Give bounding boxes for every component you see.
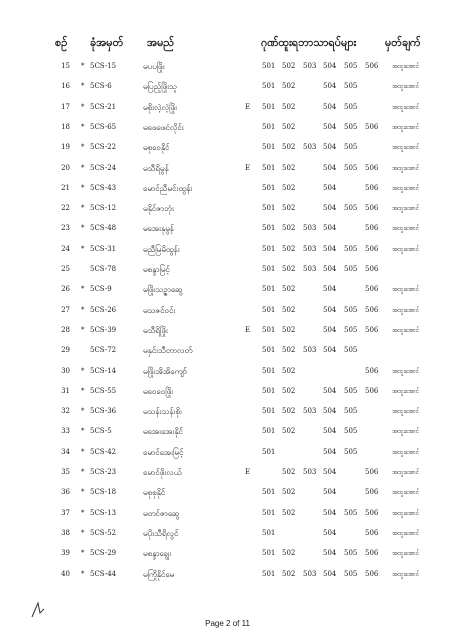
star-marker: * — [81, 224, 85, 233]
e-marker: E — [245, 325, 251, 334]
subject-code: 502 — [282, 468, 296, 476]
subject-code: 501 — [262, 224, 276, 233]
student-name: မစန္ဒာချွေး — [143, 549, 172, 559]
subject-code: 501 — [262, 447, 276, 456]
remark: အထူးအောင် — [392, 184, 420, 192]
subject-code: 501 — [262, 82, 276, 91]
subject-code: 504 — [323, 183, 337, 192]
student-name: မဝေဝေဖြိုး — [143, 386, 174, 396]
subject-code: 504 — [323, 224, 337, 233]
subject-code: 502 — [282, 102, 296, 111]
subject-code: 505 — [344, 346, 358, 355]
subject-code: 504 — [323, 325, 337, 334]
subject-code: 502 — [282, 305, 296, 314]
remark: အထူးအောင် — [392, 387, 420, 395]
remark: အထူးအောင် — [392, 326, 420, 334]
star-marker: * — [81, 204, 85, 213]
star-marker: * — [81, 528, 85, 537]
subject-code: 504 — [323, 265, 337, 273]
star-marker: * — [81, 508, 85, 517]
table-row — [0, 503, 455, 523]
subject-code: 503 — [303, 143, 317, 152]
subject-code: 503 — [303, 62, 317, 70]
table-row — [0, 56, 455, 76]
subject-code: 504 — [323, 528, 337, 537]
remark: အထူးအောင် — [392, 286, 420, 294]
roll-number: 5CS-43 — [90, 183, 117, 192]
subject-code: 502 — [282, 122, 296, 131]
subject-code: 504 — [323, 62, 337, 70]
subject-code: 501 — [262, 204, 276, 213]
star-marker: * — [81, 305, 85, 314]
row-number: 23 — [61, 224, 70, 233]
subject-code: 501 — [262, 528, 276, 537]
remark: အထူးအောင် — [392, 103, 420, 111]
subject-code: 504 — [323, 244, 337, 253]
student-name: မပိုးသီရိလွင် — [143, 528, 179, 538]
student-name: မောင်အေးမြင့် — [143, 447, 184, 457]
roll-number: 5CS-72 — [90, 346, 117, 355]
e-marker: E — [245, 102, 251, 111]
star-marker: * — [81, 569, 85, 578]
star-marker: * — [81, 102, 85, 111]
subject-code: 501 — [262, 122, 276, 131]
row-number: 18 — [61, 122, 70, 131]
row-number: 39 — [61, 549, 70, 558]
row-number: 20 — [61, 163, 70, 172]
subject-code: 505 — [344, 305, 358, 314]
subject-code: 501 — [262, 407, 276, 416]
student-name: မစိုးလဲ့လဲ့ဖြိုး — [143, 102, 178, 112]
star-marker: * — [81, 468, 85, 476]
subject-code: 501 — [262, 386, 276, 395]
table-row — [0, 97, 455, 117]
header-subjects: ဂုဏ်ထူးရဘာသာရပ်များ — [261, 36, 357, 49]
star-marker: * — [81, 427, 85, 436]
subject-code: 506 — [365, 62, 379, 70]
page-footer: Page 2 of 11 — [205, 619, 250, 628]
student-name: မညီမြမိထွန်း — [143, 244, 180, 254]
subject-code: 504 — [323, 549, 337, 558]
star-marker: * — [81, 183, 85, 192]
subject-code: 501 — [262, 549, 276, 558]
subject-code: 506 — [365, 488, 379, 497]
subject-code: 506 — [365, 305, 379, 314]
subject-code: 504 — [323, 102, 337, 111]
subject-code: 504 — [323, 346, 337, 355]
star-marker: * — [81, 386, 85, 395]
student-name: မသီရိမွန် — [143, 163, 169, 173]
roll-number: 5CS-36 — [90, 407, 117, 416]
roll-number: 5CS-24 — [90, 163, 117, 172]
roll-number: 5CS-12 — [90, 204, 117, 213]
subject-code: 501 — [262, 305, 276, 314]
subject-code: 502 — [282, 549, 296, 558]
subject-code: 505 — [344, 569, 358, 578]
header-roll: ခုံအမှတ် — [90, 36, 124, 49]
roll-number: 5CS-22 — [90, 143, 117, 152]
subject-code: 505 — [344, 62, 358, 70]
roll-number: 5CS-14 — [90, 366, 117, 375]
row-number: 32 — [61, 407, 70, 416]
row-number: 26 — [61, 285, 70, 294]
roll-number: 5CS-48 — [90, 224, 117, 233]
subject-code: 505 — [344, 427, 358, 436]
subject-code: 501 — [262, 569, 276, 578]
subject-code: 506 — [365, 569, 379, 578]
row-number: 16 — [61, 82, 70, 91]
table-row — [0, 76, 455, 96]
subject-code: 503 — [303, 346, 317, 355]
subject-code: 505 — [344, 265, 358, 273]
subject-code: 502 — [282, 569, 296, 578]
row-number: 37 — [61, 508, 70, 517]
remark: အထူးအောင် — [392, 550, 420, 558]
student-name: မကြိုနိုင်မေ — [143, 569, 175, 579]
table-row — [0, 279, 455, 299]
remark: အထူးအောင် — [392, 570, 420, 578]
row-number: 25 — [61, 265, 70, 273]
subject-code: 506 — [365, 244, 379, 253]
subject-code: 504 — [323, 82, 337, 91]
row-number: 24 — [61, 244, 70, 253]
subject-code: 502 — [282, 366, 296, 375]
subject-code: 505 — [344, 386, 358, 395]
table-row — [0, 381, 455, 401]
roll-number: 5CS-55 — [90, 386, 117, 395]
subject-code: 501 — [262, 143, 276, 152]
table-row — [0, 239, 455, 259]
subject-code: 506 — [365, 508, 379, 517]
subject-code: 501 — [262, 183, 276, 192]
row-number: 19 — [61, 143, 70, 152]
remark: အထူးအောင် — [392, 164, 420, 172]
roll-number: 5CS-44 — [90, 569, 117, 578]
roll-number: 5CS-29 — [90, 549, 117, 558]
subject-code: 504 — [323, 569, 337, 578]
subject-code: 503 — [303, 244, 317, 253]
subject-code: 504 — [323, 468, 337, 476]
student-name: မတင်ဇာဆွေ — [143, 508, 180, 518]
subject-code: 502 — [282, 285, 296, 294]
subject-code: 502 — [282, 508, 296, 517]
subject-code: 504 — [323, 508, 337, 517]
subject-code: 502 — [282, 386, 296, 395]
table-row — [0, 361, 455, 381]
subject-code: 506 — [365, 549, 379, 558]
e-marker: E — [245, 163, 251, 172]
roll-number: 5CS-65 — [90, 122, 117, 131]
row-number: 34 — [61, 447, 70, 456]
subject-code: 502 — [282, 163, 296, 172]
subject-code: 506 — [365, 122, 379, 131]
table-row — [0, 137, 455, 157]
roll-number: 5CS-52 — [90, 528, 117, 537]
remark: အထူးအောင် — [392, 205, 420, 213]
subject-code: 505 — [344, 204, 358, 213]
subject-code: 503 — [303, 265, 317, 273]
remark: အထူးအောင် — [392, 306, 420, 314]
subject-code: 505 — [344, 508, 358, 517]
table-row — [0, 340, 455, 360]
remark: အထူးအောင် — [392, 123, 420, 131]
table-row — [0, 482, 455, 502]
star-marker: * — [81, 366, 85, 375]
table-row — [0, 178, 455, 198]
subject-code: 504 — [323, 305, 337, 314]
student-name: မဖေဖေငံလိုင်း — [143, 122, 184, 132]
student-name: မနိုင်ဇာဘုံး — [143, 204, 174, 214]
subject-code: 505 — [344, 143, 358, 152]
subject-code: 505 — [344, 82, 358, 91]
roll-number: 5CS-31 — [90, 244, 117, 253]
subject-code: 505 — [344, 122, 358, 131]
star-marker: * — [81, 62, 85, 70]
header-name: အမည် — [147, 36, 175, 49]
student-name: မသန်းသန်းစိုး — [143, 407, 182, 417]
roll-number: 5CS-23 — [90, 468, 117, 476]
star-marker: * — [81, 285, 85, 294]
table-row — [0, 462, 455, 482]
subject-code: 501 — [262, 488, 276, 497]
subject-code: 505 — [344, 549, 358, 558]
subject-code: 504 — [323, 122, 337, 131]
table-row — [0, 158, 455, 178]
star-marker: * — [81, 325, 85, 334]
subject-code: 506 — [365, 325, 379, 334]
subject-code: 505 — [344, 102, 358, 111]
remark: အထူးအောင် — [392, 367, 420, 375]
star-marker: * — [81, 143, 85, 152]
subject-code: 502 — [282, 62, 296, 70]
subject-code: 501 — [262, 366, 276, 375]
subject-code: 505 — [344, 163, 358, 172]
table-row — [0, 543, 455, 563]
row-number: 31 — [61, 386, 70, 395]
subject-code: 506 — [365, 285, 379, 294]
roll-number: 5CS-5 — [90, 427, 112, 436]
subject-code: 501 — [262, 346, 276, 355]
remark: အထူးအောင် — [392, 144, 420, 152]
student-name: မစုစုနိုင် — [143, 488, 166, 498]
subject-code: 502 — [282, 488, 296, 497]
subject-code: 501 — [262, 325, 276, 334]
subject-code: 504 — [323, 386, 337, 395]
subject-code: 502 — [282, 325, 296, 334]
subject-code: 502 — [282, 204, 296, 213]
subject-code: 502 — [282, 82, 296, 91]
student-name: မသဇင်ဝင်း — [143, 305, 176, 315]
remark: အထူးအောင် — [392, 489, 420, 497]
e-marker: E — [245, 468, 251, 476]
subject-code: 506 — [365, 366, 379, 375]
remark: အထူးအောင် — [392, 83, 420, 91]
subject-code: 502 — [282, 346, 296, 355]
remark: အထူးအောင် — [392, 529, 420, 537]
row-number: 22 — [61, 204, 70, 213]
table-row — [0, 218, 455, 238]
subject-code: 504 — [323, 427, 337, 436]
remark: အထူးအောင် — [392, 428, 420, 436]
roll-number: 5CS-15 — [90, 62, 117, 70]
star-marker: * — [81, 549, 85, 558]
star-marker: * — [81, 407, 85, 416]
subject-code: 505 — [344, 407, 358, 416]
subject-code: 504 — [323, 204, 337, 213]
row-number: 35 — [61, 468, 70, 476]
row-number: 17 — [61, 102, 70, 111]
star-marker: * — [81, 244, 85, 253]
roll-number: 5CS-9 — [90, 285, 112, 294]
row-number: 15 — [61, 62, 70, 70]
star-marker: * — [81, 122, 85, 131]
table-row — [0, 198, 455, 218]
student-name: မစန္ဒာမြင့် — [143, 265, 170, 274]
table-row — [0, 300, 455, 320]
header-remark: မှတ်ချက် — [385, 36, 421, 49]
subject-code: 501 — [262, 102, 276, 111]
table-row — [0, 564, 455, 584]
row-number: 29 — [61, 346, 70, 355]
star-marker: * — [81, 82, 85, 91]
subject-code: 504 — [323, 143, 337, 152]
roll-number: 5CS-39 — [90, 325, 117, 334]
table-row — [0, 117, 455, 137]
student-name: မအေးအေးနိုင် — [143, 427, 183, 437]
roll-number: 5CS-21 — [90, 102, 117, 111]
table-row — [0, 523, 455, 543]
table-row — [0, 442, 455, 462]
subject-code: 502 — [282, 407, 296, 416]
roll-number: 5CS-26 — [90, 305, 117, 314]
remark: အထူးအောင် — [392, 448, 420, 456]
remark: အထူးအောင် — [392, 469, 420, 476]
header-no: စဉ် — [55, 36, 68, 49]
student-name: မပပဖြိုး — [143, 62, 165, 71]
subject-code: 502 — [282, 224, 296, 233]
star-marker: * — [81, 488, 85, 497]
student-name: မအေးနုမွန် — [143, 224, 174, 234]
student-name: မနှင်းသီတာလတ် — [143, 346, 193, 356]
subject-code: 505 — [344, 447, 358, 456]
subject-code: 503 — [303, 407, 317, 416]
roll-number: 5CS-13 — [90, 508, 117, 517]
subject-code: 501 — [262, 285, 276, 294]
subject-code: 504 — [323, 163, 337, 172]
subject-code: 502 — [282, 183, 296, 192]
remark: အထူးအောင် — [392, 245, 420, 253]
student-name: မောင်ညီမင်းထွန်း — [143, 183, 193, 193]
subject-code: 502 — [282, 143, 296, 152]
table-row — [0, 259, 455, 279]
subject-code: 504 — [323, 447, 337, 456]
subject-code: 501 — [262, 163, 276, 172]
student-name: မသီရိဖြိုး — [143, 325, 168, 335]
subject-code: 502 — [282, 244, 296, 253]
row-number: 28 — [61, 325, 70, 334]
remark: အထူးအောင် — [392, 509, 420, 517]
subject-code: 504 — [323, 488, 337, 497]
subject-code: 503 — [303, 468, 317, 476]
subject-code: 501 — [262, 427, 276, 436]
student-name: မပြည့်ဖြိုးသူ — [143, 82, 177, 92]
subject-code: 502 — [282, 427, 296, 436]
row-number: 36 — [61, 488, 70, 497]
table-row — [0, 421, 455, 441]
row-number: 38 — [61, 528, 70, 537]
subject-code: 506 — [365, 528, 379, 537]
remark: အထူးအောင် — [392, 63, 420, 70]
student-name: မောင်ဖိုးလယ် — [143, 468, 182, 477]
subject-code: 506 — [365, 224, 379, 233]
subject-code: 505 — [344, 325, 358, 334]
subject-code: 501 — [262, 62, 276, 70]
handwritten-mark — [30, 599, 46, 621]
row-number: 40 — [61, 569, 70, 578]
subject-code: 501 — [262, 508, 276, 517]
roll-number: 5CS-78 — [90, 265, 117, 273]
row-number: 21 — [61, 183, 70, 192]
subject-code: 505 — [344, 244, 358, 253]
roll-number: 5CS-6 — [90, 82, 112, 91]
row-number: 30 — [61, 366, 70, 375]
remark: အထူးအောင် — [392, 408, 420, 416]
subject-code: 501 — [262, 265, 276, 273]
row-number: 27 — [61, 305, 70, 314]
subject-code: 504 — [323, 407, 337, 416]
star-marker: * — [81, 163, 85, 172]
subject-code: 506 — [365, 468, 379, 476]
roll-number: 5CS-42 — [90, 447, 117, 456]
subject-code: 503 — [303, 224, 317, 233]
subject-code: 503 — [303, 569, 317, 578]
table-row — [0, 320, 455, 340]
subject-code: 506 — [365, 163, 379, 172]
student-name: မစုဝေနိုင် — [143, 143, 170, 153]
table-row — [0, 401, 455, 421]
roll-number: 5CS-18 — [90, 488, 117, 497]
subject-code: 506 — [365, 183, 379, 192]
star-marker: * — [81, 447, 85, 456]
student-name: မဖြိုးသဉ္ဇာဆွေ — [143, 285, 183, 295]
remark: အထူးအောင် — [392, 225, 420, 233]
row-number: 33 — [61, 427, 70, 436]
subject-code: 506 — [365, 204, 379, 213]
subject-code: 506 — [365, 386, 379, 395]
student-name: မဖြိုးအိအိကျော် — [143, 366, 187, 376]
subject-code: 506 — [365, 265, 379, 273]
subject-code: 502 — [282, 265, 296, 273]
subject-code: 501 — [262, 244, 276, 253]
subject-code: 504 — [323, 285, 337, 294]
